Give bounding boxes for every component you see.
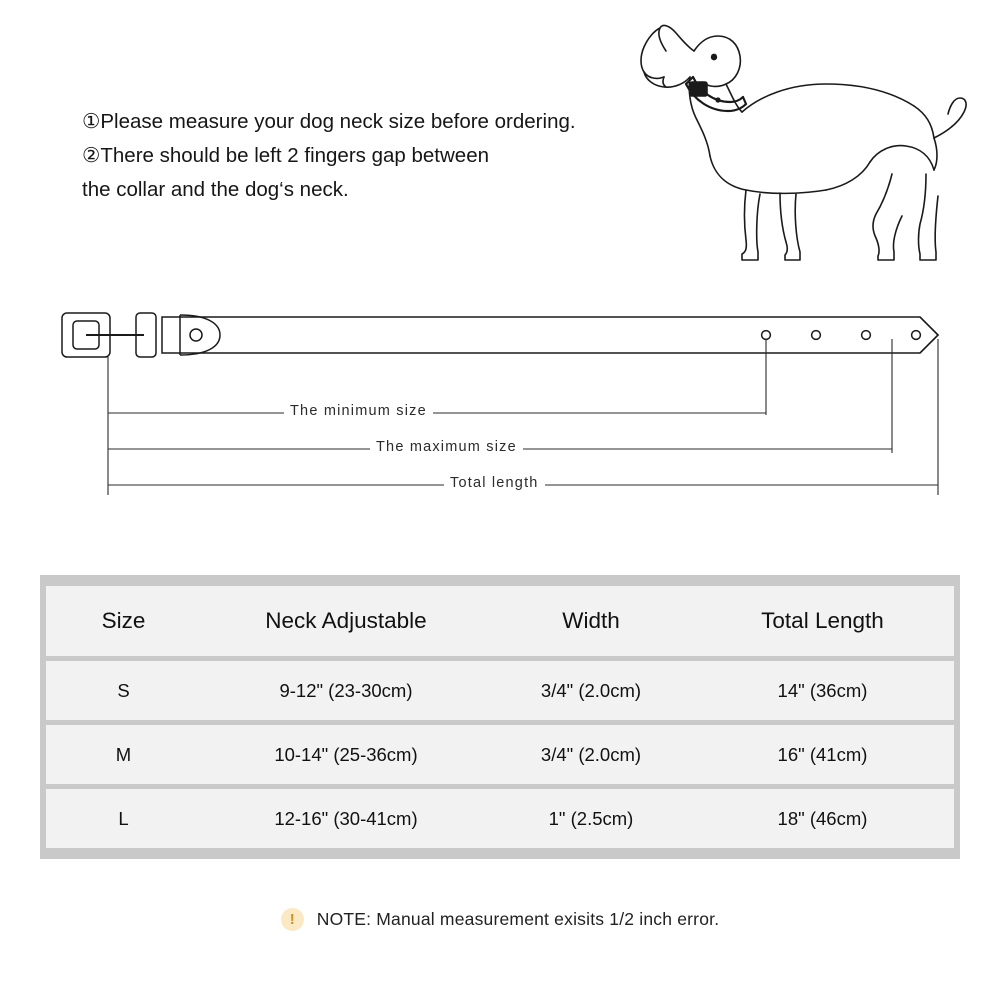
cell-size: S: [46, 661, 201, 720]
cell-neck: 9-12" (23-30cm): [201, 661, 491, 720]
collar-strap: [162, 317, 938, 353]
cell-size: M: [46, 725, 201, 784]
exclamation-icon: !: [281, 908, 304, 931]
collar-hole: [912, 331, 921, 340]
dog-illustration: [630, 14, 980, 279]
collar-d-ring: [180, 315, 220, 355]
dim-label-maximum: The maximum size: [370, 439, 523, 455]
instructions-block: [82, 105, 682, 207]
size-table-container: [40, 575, 960, 859]
cell-total: 14" (36cm): [691, 661, 954, 720]
collar-hole: [762, 331, 771, 340]
table-header-row: [46, 586, 954, 656]
cell-neck: 10-14" (25-36cm): [201, 725, 491, 784]
collar-diagram: [40, 295, 970, 510]
collar-hole: [812, 331, 821, 340]
dog-eye: [711, 54, 717, 61]
note-row: [0, 908, 1000, 931]
collar-hole: [862, 331, 871, 340]
column-header-neck-adjustable: Neck Adjustable: [201, 586, 491, 656]
table-row: [46, 661, 954, 720]
dog-ear-left: [659, 26, 694, 51]
column-header-total-length: Total Length: [691, 586, 954, 656]
size-table: [46, 581, 954, 853]
column-header-size: Size: [46, 586, 201, 656]
cell-total: 18" (46cm): [691, 789, 954, 848]
note-text: NOTE: Manual measurement exisits 1/2 inch error.: [316, 909, 720, 929]
cell-size: L: [46, 789, 201, 848]
instruction-line-2: ②There should be left 2 fingers gap between: [82, 144, 489, 167]
table-row: [46, 789, 954, 848]
cell-width: 3/4" (2.0cm): [491, 661, 691, 720]
dog-collar-buckle: [690, 82, 707, 96]
dim-label-minimum: The minimum size: [284, 403, 433, 419]
cell-total: 16" (41cm): [691, 725, 954, 784]
dim-label-total: Total length: [444, 475, 545, 491]
instruction-line-3: the collar and the dog‘s neck.: [82, 178, 349, 201]
column-header-width: Width: [491, 586, 691, 656]
cell-width: 1" (2.5cm): [491, 789, 691, 848]
table-row: [46, 725, 954, 784]
cell-width: 3/4" (2.0cm): [491, 725, 691, 784]
instruction-line-1: ①Please measure your dog neck size before ordering.: [82, 110, 576, 133]
cell-neck: 12-16" (30-41cm): [201, 789, 491, 848]
